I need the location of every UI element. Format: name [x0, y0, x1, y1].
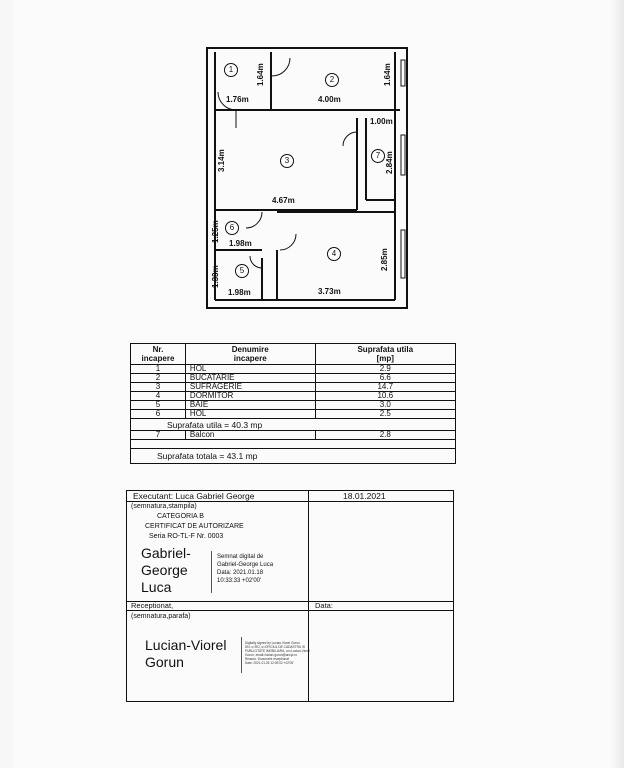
- dim-r2-height: 1.64m: [383, 63, 392, 86]
- row-area: 14.7: [315, 383, 455, 392]
- series: Seria RO-TL-F Nr. 0003: [149, 533, 224, 540]
- receptionat-label: Receptionat,: [131, 601, 174, 610]
- table-row: [131, 383, 456, 392]
- signature-box: [126, 490, 454, 702]
- dim-r3-height: 3.14m: [217, 149, 226, 172]
- dim-r2-width: 4.00m: [318, 95, 341, 104]
- balcony-row: [131, 431, 456, 440]
- header-nr: Nr. incapere: [131, 344, 186, 365]
- grand-total: Suprafata totala = 43.1 mp: [131, 449, 456, 464]
- executant-date: 18.01.2021: [343, 491, 386, 501]
- dim-r4-width: 3.73m: [318, 287, 341, 296]
- room-number-1: 1: [224, 63, 238, 77]
- room-number-4: 4: [327, 247, 341, 261]
- grand-total-row: [131, 449, 456, 464]
- dim-r7-height: 2.84m: [385, 151, 394, 174]
- row-nr: 6: [131, 410, 186, 419]
- receptionat-note: (semnatura,parafa): [131, 613, 191, 620]
- row-name: DORMITOR: [185, 392, 315, 401]
- row-nr: 5: [131, 401, 186, 410]
- signature-line: [127, 601, 453, 602]
- row-name: BAIE: [185, 401, 315, 410]
- table-header: [131, 344, 456, 365]
- table-row: [131, 392, 456, 401]
- door-arc-4: [280, 234, 296, 250]
- row-area: 6.6: [315, 374, 455, 383]
- row-nr: 1: [131, 365, 186, 374]
- dim-r7-width: 1.00m: [370, 117, 393, 126]
- category: CATEGORIA B: [157, 513, 204, 520]
- row-nr: 3: [131, 383, 186, 392]
- table-row: [131, 401, 456, 410]
- row-area: 3.0: [315, 401, 455, 410]
- door-arc-2: [272, 58, 290, 76]
- executant-label: Executant: Luca Gabriel George: [133, 491, 255, 501]
- room-number-7: 7: [371, 149, 385, 163]
- area-table: [130, 343, 456, 464]
- dim-r4-height: 2.85m: [380, 248, 389, 271]
- row-name: HOL: [185, 410, 315, 419]
- signer2-stamp: Digitally signed by Lucian-Viorel Gorun DN: c=RO, o=OFICIUL DE CADASTRU SI PUBLICITATE IMOBILIARA, cn=Lucian-Viorel Gorun, email=lucian.gorun@ancpi.ro Reason: Document receptionat Date: 2021.01.25 12:09:02 +02'00': [245, 641, 310, 665]
- signature-divider: [308, 491, 309, 701]
- dim-r3-width: 4.67m: [272, 196, 295, 205]
- balcony-area: 2.8: [315, 431, 455, 440]
- row-area: 2.9: [315, 365, 455, 374]
- row-name: HOL: [185, 365, 315, 374]
- gap-row: [131, 440, 456, 449]
- useful-total-row: [131, 419, 456, 431]
- window-balcony: [401, 135, 405, 175]
- dim-r6-height: 1.25m: [211, 220, 220, 243]
- row-nr: 4: [131, 392, 186, 401]
- floor-plan-drawing: [0, 0, 624, 330]
- table-row: [131, 365, 456, 374]
- table-row: [131, 374, 456, 383]
- door-arc-5: [250, 256, 262, 268]
- row-name: SUFRAGERIE: [185, 383, 315, 392]
- stamp-bar: [241, 637, 242, 673]
- window-bedroom: [401, 230, 405, 278]
- balcony-name: Balcon: [185, 431, 315, 440]
- dim-r5-width: 1.98m: [228, 288, 251, 297]
- data-label: Data:: [315, 601, 333, 610]
- room-number-5: 5: [235, 264, 249, 278]
- room-number-2: 2: [325, 73, 339, 87]
- dim-r1-width: 1.76m: [226, 95, 249, 104]
- stamp-bar: [211, 551, 212, 593]
- balcony-nr: 7: [131, 431, 186, 440]
- door-arc-6: [246, 212, 262, 228]
- row-area: 2.5: [315, 410, 455, 419]
- dim-r6-width: 1.98m: [229, 239, 252, 248]
- header-area: Suprafata utila [mp]: [315, 344, 455, 365]
- row-nr: 2: [131, 374, 186, 383]
- floor-plan: [0, 0, 624, 330]
- dim-r1-height: 1.64m: [256, 63, 265, 86]
- door-arc-3: [343, 132, 357, 146]
- certificate: CERTIFICAT DE AUTORIZARE: [145, 523, 244, 530]
- signature-line: [127, 610, 453, 611]
- row-name: BUCATARIE: [185, 374, 315, 383]
- room-number-6: 6: [225, 221, 239, 235]
- header-name: Denumire incapere: [185, 344, 315, 365]
- room-number-3: 3: [280, 154, 294, 168]
- signer1-name: Gabriel- George Luca: [141, 545, 191, 595]
- useful-total: Suprafata utila = 40.3 mp: [131, 419, 456, 431]
- dim-r5-height: 1.33m: [211, 265, 220, 288]
- row-area: 10.6: [315, 392, 455, 401]
- table-row: [131, 410, 456, 419]
- window-kitchen: [401, 60, 405, 86]
- executant-note: (semnatura,stampila): [131, 503, 197, 510]
- signer2-name: Lucian-Viorel Gorun: [145, 637, 227, 670]
- signer1-stamp: Semnat digital de Gabriel-George Luca Data: 2021.01.18 10:33:33 +02'00': [217, 554, 274, 584]
